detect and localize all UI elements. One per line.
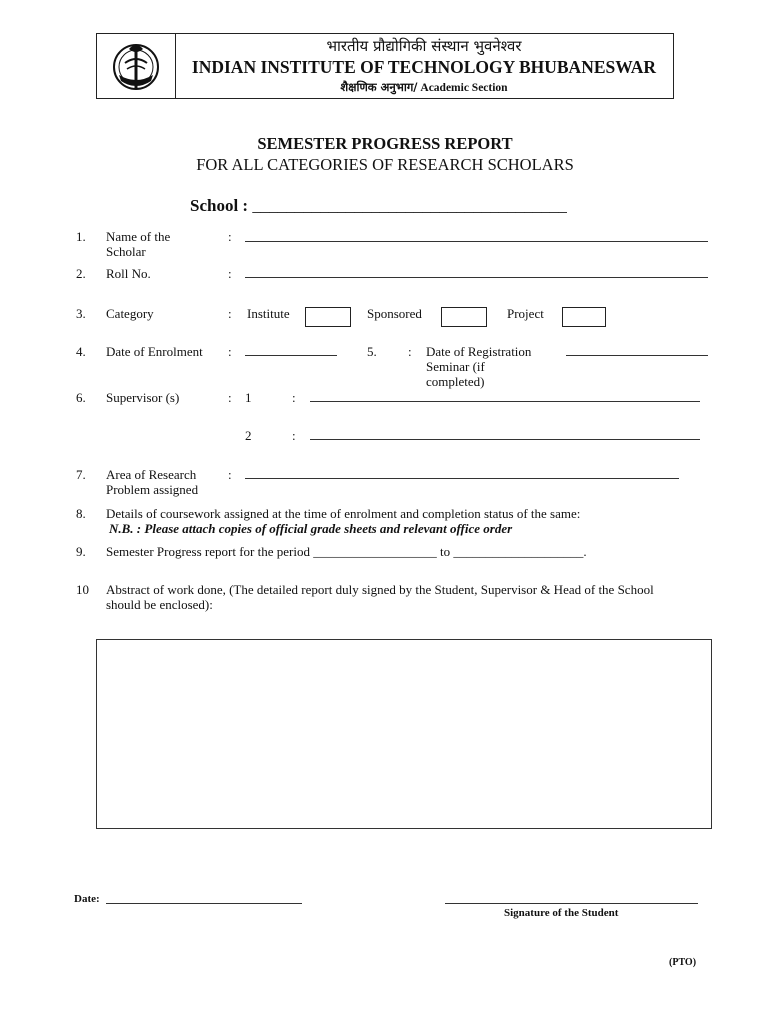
field-4-label: Date of Enrolment — [106, 344, 203, 359]
field-2-colon: : — [228, 266, 232, 281]
field-9-number: 9. — [76, 544, 86, 559]
field-1-label-b: Scholar — [106, 244, 146, 259]
field-7-label-a: Area of Research — [106, 467, 197, 482]
report-subtitle: FOR ALL CATEGORIES OF RESEARCH SCHOLARS — [196, 155, 574, 174]
institute-name: INDIAN INSTITUTE OF TECHNOLOGY BHUBANESWAR — [191, 57, 657, 77]
field-5-label-b: Seminar (if — [426, 359, 485, 374]
field-4-colon: : — [228, 344, 232, 359]
supervisor-1-line[interactable] — [310, 401, 700, 402]
field-6-number: 6. — [76, 390, 86, 405]
supervisor-2-line[interactable] — [310, 439, 700, 440]
logo-cell — [97, 34, 176, 98]
category-institute-label: Institute — [247, 306, 290, 321]
report-title: SEMESTER PROGRESS REPORT — [257, 134, 513, 153]
school-field[interactable] — [190, 196, 567, 216]
supervisor-1-number: 1 — [245, 390, 252, 405]
field-6-colon: : — [228, 390, 232, 405]
field-7-label-b: Problem assigned — [106, 482, 199, 497]
pto-label: (PTO) — [669, 957, 697, 968]
field-7-number: 7. — [76, 467, 86, 482]
field-10-text-b: should be enclosed): — [106, 597, 213, 612]
registration-date-line[interactable] — [566, 355, 708, 356]
section-name-english: Academic Section — [417, 82, 508, 94]
category-sponsored-label: Sponsored — [367, 306, 422, 321]
field-8-number: 8. — [76, 506, 86, 521]
section-name-hindi: शैक्षणिक अनुभाग/ — [340, 80, 418, 94]
field-9-text: Semester Progress report for the period ___________________ to ____________________. — [106, 544, 587, 559]
field-1-number: 1. — [76, 229, 86, 244]
roll-input-line[interactable] — [245, 277, 708, 278]
date-label: Date: — [74, 893, 100, 905]
enrolment-date-line[interactable] — [245, 355, 337, 356]
field-5-colon: : — [408, 344, 412, 359]
field-8-note: N.B. : Please attach copies of official grade sheets and relevant office order — [109, 521, 513, 536]
field-2-number: 2. — [76, 266, 86, 281]
name-input-line[interactable] — [245, 241, 708, 242]
category-sponsored-checkbox[interactable] — [441, 307, 487, 327]
institute-name-hindi: भारतीय प्रौद्योगिकी संस्थान भुवनेश्वर — [326, 37, 522, 55]
field-8-text: Details of coursework assigned at the time of enrolment and completion status of the same: — [106, 506, 581, 521]
supervisor-2-number: 2 — [245, 428, 252, 443]
field-4-number: 4. — [76, 344, 86, 359]
field-5-number: 5. — [367, 344, 377, 359]
school-line: _____________________________________ — [252, 196, 567, 215]
field-5-label-a: Date of Registration — [426, 344, 532, 359]
category-project-checkbox[interactable] — [562, 307, 606, 327]
field-6-label: Supervisor (s) — [106, 390, 180, 405]
abstract-textarea[interactable] — [96, 639, 712, 829]
student-signature-label: Signature of the Student — [504, 907, 619, 919]
category-project-label: Project — [507, 306, 544, 321]
research-area-line[interactable] — [245, 478, 679, 479]
field-3-colon: : — [228, 306, 232, 321]
field-1-colon: : — [228, 229, 232, 244]
field-3-label: Category — [106, 306, 154, 321]
field-10-number: 10 — [76, 582, 89, 597]
supervisor-2-colon: : — [292, 428, 296, 443]
section-name — [175, 80, 673, 95]
field-7-colon: : — [228, 467, 232, 482]
field-5-label-c: completed) — [426, 374, 485, 389]
student-signature-line[interactable] — [445, 903, 698, 904]
supervisor-1-colon: : — [292, 390, 296, 405]
date-signature-line[interactable] — [106, 903, 302, 904]
field-10-text-a: Abstract of work done, (The detailed report duly signed by the Student, Supervisor & Head of the School — [106, 582, 654, 597]
category-institute-checkbox[interactable] — [305, 307, 351, 327]
institute-header — [96, 33, 674, 99]
institute-logo — [107, 37, 165, 95]
field-3-number: 3. — [76, 306, 86, 321]
school-label: School : — [190, 196, 253, 215]
field-2-label: Roll No. — [106, 266, 151, 281]
field-1-label-a: Name of the — [106, 229, 171, 244]
